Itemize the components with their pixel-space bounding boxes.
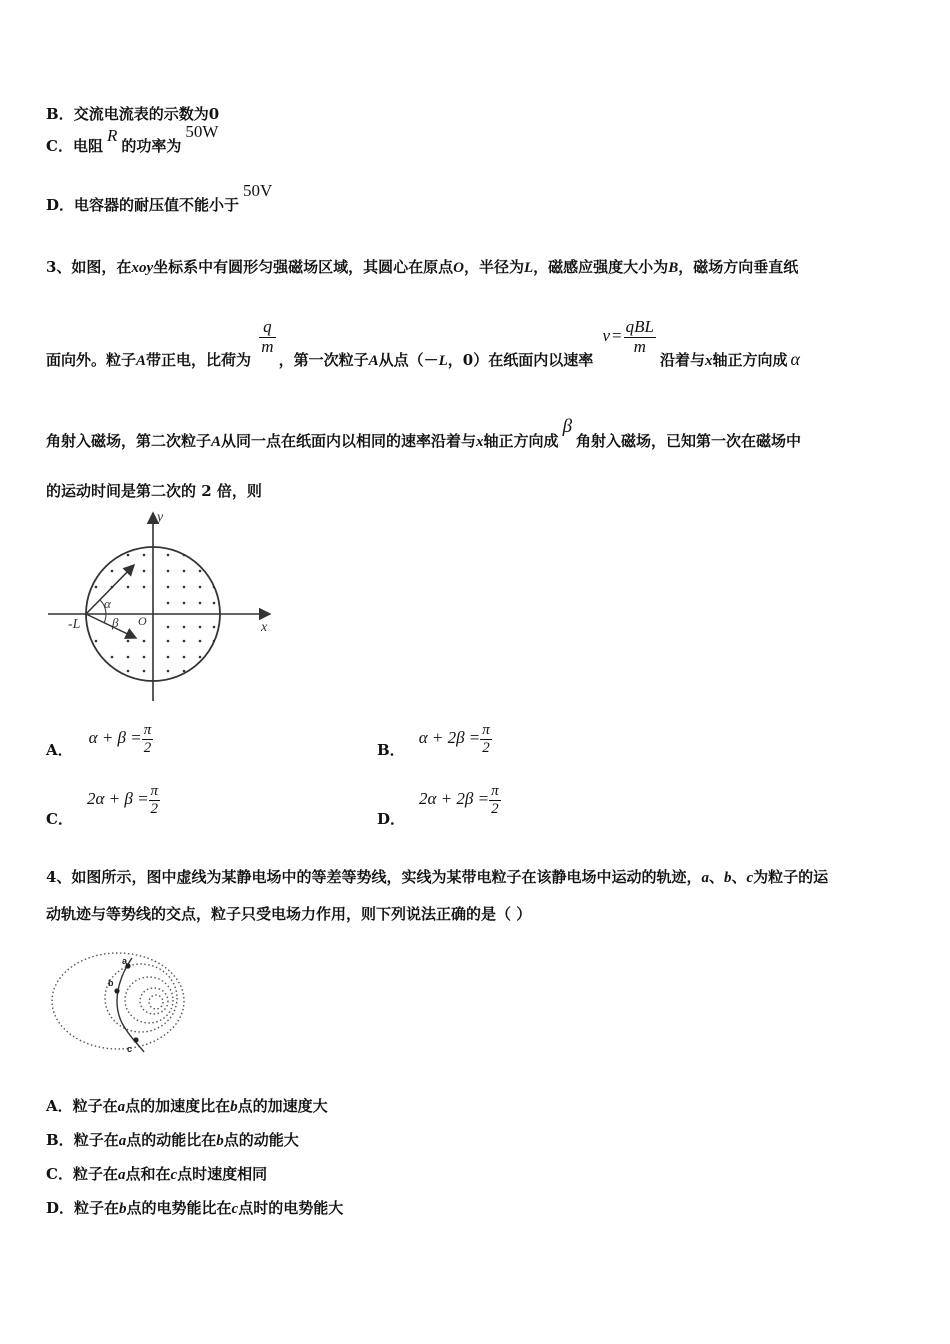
fraction: $\frac{\pi}{2}$	[150, 783, 159, 817]
option-label: C．	[46, 137, 73, 155]
q3-line-2: 面向外。粒子A带正电，比荷为 $\frac{q}{m}$ ，第一次粒子A从点（－L，0）在纸面内以速率 v = $\frac{\text{qBL}}{m}$ 沿着与x轴正方向成 α	[46, 317, 800, 370]
q4-option-a: A．粒子在a点的加速度比在b点的加速度大	[46, 1097, 328, 1115]
resistor-symbol: R	[106, 126, 118, 145]
q3-line-4: 的运动时间是第二次的 2 倍，则	[46, 482, 262, 500]
equipotential-diagram	[48, 948, 188, 1063]
particle-trajectory	[117, 958, 144, 1052]
q4-option-b: B．粒子在a点的动能比在b点的动能大	[46, 1131, 299, 1149]
q3-line-3: 角射入磁场，第二次粒子A从同一点在纸面内以相同的速率沿着与x轴正方向成β角射入磁场，已知第一次在磁场中	[46, 416, 802, 450]
q4-option-d: D．粒子在b点的电势能比在c点时的电势能大	[46, 1199, 344, 1217]
field-dots	[95, 554, 216, 673]
minus-l-label: -L	[68, 617, 81, 632]
beta-angle-label: β	[112, 615, 119, 630]
beta-velocity-arrow	[86, 614, 136, 638]
origin-label: O	[138, 614, 147, 628]
x-axis-label: x	[261, 620, 268, 635]
voltage-value: 50V	[243, 181, 273, 200]
point-c-label: c	[127, 1044, 133, 1054]
option-label: D．	[46, 196, 75, 214]
option-text: 交流电流表的示数为0	[73, 105, 220, 123]
point-a-label: a	[122, 956, 128, 966]
y-axis-label: y	[157, 510, 164, 525]
charge-mass-ratio: $\frac{q}{m}$	[261, 317, 274, 356]
fraction: $\frac{\pi}{2}$	[143, 722, 152, 756]
q2-option-b	[46, 103, 219, 124]
point-c	[133, 1037, 138, 1042]
option-label: B．	[46, 105, 74, 123]
equipotential-line-outer	[52, 953, 184, 1049]
q3-option-b: B．α + 2β = $\frac{\pi}{2}$	[377, 722, 490, 759]
alpha-angle-label: α	[104, 596, 111, 611]
power-value: 50W	[185, 122, 219, 141]
q2-option-d: D．电容器的耐压值不能小于50V	[46, 181, 273, 214]
magnetic-field-diagram	[44, 505, 284, 705]
q3-option-d: D．2α + 2β = $\frac{\pi}{2}$	[377, 783, 499, 828]
fraction: $\frac{\pi}{2}$	[491, 783, 499, 817]
q4-line-2: 动轨迹与等势线的交点，粒子只受电场力作用，则下列说法正确的是（ ）	[46, 905, 532, 923]
fraction: $\frac{\pi}{2}$	[482, 722, 490, 756]
point-b-label: b	[108, 978, 114, 988]
q4-option-c: C．粒子在a点和在c点时速度相同	[46, 1165, 268, 1183]
q2-option-c: C．电阻R的功率为50W	[46, 122, 219, 155]
q3-option-a: A．α + β = $\frac{\pi}{2}$	[46, 722, 152, 759]
equipotential-line-4	[140, 988, 168, 1014]
q3-line-1: 3、如图，在xoy坐标系中有圆形匀强磁场区域，其圆心在原点O，半径为L，磁感应强度大小为B，磁场方向垂直纸	[46, 258, 799, 276]
equipotential-line-inner	[149, 995, 163, 1009]
q4-line-1: 4、如图所示，图中虚线为某静电场中的等差等势线，实线为某带电粒子在该静电场中运动的轨迹，a、b、c为粒子的运	[46, 868, 829, 886]
point-b	[114, 988, 119, 993]
equipotential-line-3	[125, 977, 173, 1023]
q3-option-c: C．2α + β = $\frac{\pi}{2}$	[46, 783, 159, 828]
velocity-fraction: $\frac{\text{qBL}}{m}$	[625, 317, 654, 356]
